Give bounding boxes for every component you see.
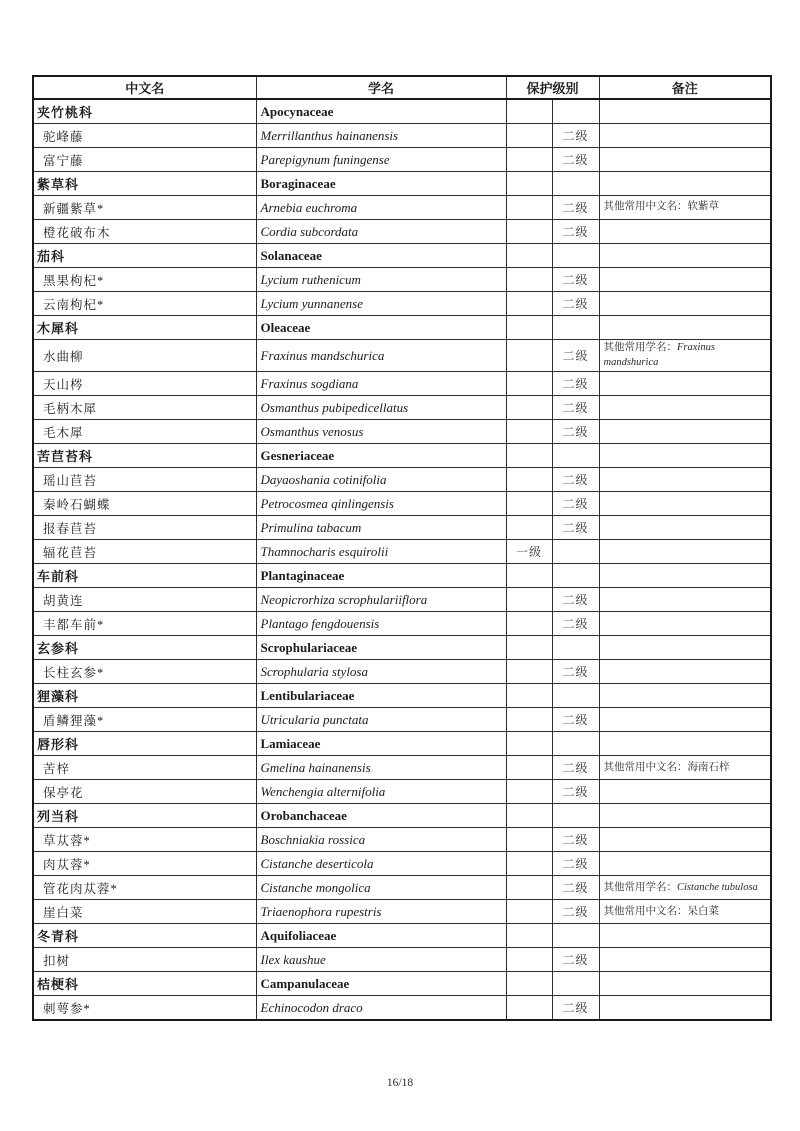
chinese-name-cell: 刺萼参* [33, 996, 256, 1020]
scientific-name-cell: Scrophulariaceae [256, 636, 506, 660]
level-2-cell [552, 636, 599, 660]
scientific-name-cell: Wenchengia alternifolia [256, 780, 506, 804]
chinese-name-cell: 瑶山苣苔 [33, 468, 256, 492]
remark-cell [599, 588, 771, 612]
chinese-name-cell: 车前科 [33, 564, 256, 588]
level-2-cell: 二级 [552, 660, 599, 684]
chinese-name-cell: 肉苁蓉* [33, 852, 256, 876]
scientific-name-cell: Orobanchaceae [256, 804, 506, 828]
scientific-name-cell: Parepigynum funingense [256, 148, 506, 172]
scientific-name-cell: Oleaceae [256, 316, 506, 340]
level-1-cell [506, 516, 552, 540]
level-2-cell: 二级 [552, 148, 599, 172]
chinese-name-cell: 草苁蓉* [33, 828, 256, 852]
level-2-cell: 二级 [552, 292, 599, 316]
remark-cell [599, 876, 771, 900]
level-1-cell [506, 492, 552, 516]
table-row [33, 780, 771, 804]
level-2-cell: 二级 [552, 420, 599, 444]
table-row [33, 684, 771, 708]
remark-cell [599, 340, 771, 372]
table-row [33, 636, 771, 660]
scientific-name-cell: Boraginaceae [256, 172, 506, 196]
species-table [32, 75, 772, 1021]
remark-cell [599, 316, 771, 340]
chinese-name-cell: 苦梓 [33, 756, 256, 780]
chinese-name-cell: 苦苣苔科 [33, 444, 256, 468]
table-row [33, 396, 771, 420]
level-1-cell [506, 196, 552, 220]
level-2-cell [552, 732, 599, 756]
remark-label: 其他常用中文名： [603, 761, 688, 773]
table-row [33, 900, 771, 924]
table-row [33, 372, 771, 396]
scientific-name-cell: Cistanche deserticola [256, 852, 506, 876]
remark-cell [599, 196, 771, 220]
level-1-cell [506, 372, 552, 396]
table-row [33, 99, 771, 124]
chinese-name-cell: 列当科 [33, 804, 256, 828]
chinese-name-cell: 狸藻科 [33, 684, 256, 708]
table-row [33, 124, 771, 148]
remark-cell [599, 708, 771, 732]
level-2-cell: 二级 [552, 828, 599, 852]
chinese-name-cell: 新疆紫草* [33, 196, 256, 220]
chinese-name-cell: 驼峰藤 [33, 124, 256, 148]
table-row [33, 828, 771, 852]
table-row [33, 148, 771, 172]
remark-cell [599, 924, 771, 948]
level-2-cell [552, 444, 599, 468]
table-row [33, 756, 771, 780]
scientific-name-cell: Osmanthus pubipedicellatus [256, 396, 506, 420]
level-2-cell: 二级 [552, 900, 599, 924]
scientific-name-cell: Osmanthus venosus [256, 420, 506, 444]
remark-cell [599, 268, 771, 292]
scientific-name-cell: Dayaoshania cotinifolia [256, 468, 506, 492]
level-1-cell [506, 756, 552, 780]
scientific-name-cell: Gmelina hainanensis [256, 756, 506, 780]
level-2-cell: 二级 [552, 516, 599, 540]
scientific-name-cell: Cistanche mongolica [256, 876, 506, 900]
chinese-name-cell: 管花肉苁蓉* [33, 876, 256, 900]
level-2-cell [552, 684, 599, 708]
level-2-cell [552, 924, 599, 948]
chinese-name-cell: 丰都车前* [33, 612, 256, 636]
remark-value: 海南石梓 [687, 761, 730, 773]
level-1-cell [506, 804, 552, 828]
remark-cell [599, 996, 771, 1020]
level-2-cell: 二级 [552, 876, 599, 900]
chinese-name-cell: 辐花苣苔 [33, 540, 256, 564]
level-2-cell [552, 172, 599, 196]
scientific-name-cell: Thamnocharis esquirolii [256, 540, 506, 564]
chinese-name-cell: 报春苣苔 [33, 516, 256, 540]
level-1-cell [506, 828, 552, 852]
level-1-cell [506, 396, 552, 420]
table-row [33, 996, 771, 1020]
chinese-name-cell: 黑果枸杞* [33, 268, 256, 292]
header-row [33, 76, 771, 99]
level-2-cell: 二级 [552, 948, 599, 972]
table-row [33, 516, 771, 540]
remark-label: 其他常用中文名： [603, 905, 688, 917]
level-2-cell: 二级 [552, 708, 599, 732]
scientific-name-cell: Petrocosmea qinlingensis [256, 492, 506, 516]
chinese-name-cell: 唇形科 [33, 732, 256, 756]
table-row [33, 172, 771, 196]
table-row [33, 540, 771, 564]
scientific-name-cell: Gesneriaceae [256, 444, 506, 468]
remark-value: 软紫草 [687, 201, 720, 213]
table-row [33, 316, 771, 340]
level-2-cell: 二级 [552, 124, 599, 148]
scientific-name-cell: Echinocodon draco [256, 996, 506, 1020]
level-2-cell: 二级 [552, 340, 599, 372]
chinese-name-cell: 胡黄连 [33, 588, 256, 612]
level-1-cell [506, 588, 552, 612]
table-row [33, 196, 771, 220]
table-row [33, 660, 771, 684]
remark-cell [599, 148, 771, 172]
level-2-cell: 二级 [552, 492, 599, 516]
level-1-cell [506, 612, 552, 636]
level-1-cell [506, 636, 552, 660]
remark-cell [599, 636, 771, 660]
level-2-cell [552, 244, 599, 268]
remark-cell [599, 244, 771, 268]
level-1-cell [506, 900, 552, 924]
chinese-name-cell: 云南枸杞* [33, 292, 256, 316]
level-1-cell: 一级 [506, 540, 552, 564]
remark-cell [599, 804, 771, 828]
level-2-cell: 二级 [552, 372, 599, 396]
level-1-cell [506, 876, 552, 900]
chinese-name-cell: 长柱玄参* [33, 660, 256, 684]
level-2-cell: 二级 [552, 852, 599, 876]
remark-cell [599, 124, 771, 148]
remark-cell [599, 468, 771, 492]
level-1-cell [506, 124, 552, 148]
remark-value: Cistanche tubulosa [677, 881, 758, 893]
remark-label: 其他常用学名： [603, 881, 678, 893]
table-row [33, 268, 771, 292]
level-1-cell [506, 660, 552, 684]
remark-value: Fraxinus mandshurica [603, 342, 715, 368]
level-2-cell: 二级 [552, 780, 599, 804]
level-1-cell [506, 732, 552, 756]
scientific-name-cell: Aquifoliaceae [256, 924, 506, 948]
table-header [33, 76, 771, 99]
scientific-name-cell: Solanaceae [256, 244, 506, 268]
remark-cell [599, 852, 771, 876]
table-row [33, 612, 771, 636]
table-row [33, 340, 771, 372]
remark-cell [599, 516, 771, 540]
level-1-cell [506, 148, 552, 172]
table-row [33, 492, 771, 516]
level-1-cell [506, 292, 552, 316]
table-row [33, 732, 771, 756]
table-row [33, 876, 771, 900]
scientific-name-cell: Scrophularia stylosa [256, 660, 506, 684]
level-1-cell [506, 268, 552, 292]
remark-cell [599, 444, 771, 468]
level-1-cell [506, 244, 552, 268]
chinese-name-cell: 盾鳞狸藻* [33, 708, 256, 732]
chinese-name-cell: 毛木犀 [33, 420, 256, 444]
level-1-cell [506, 340, 552, 372]
scientific-name-cell: Neopicrorhiza scrophulariiflora [256, 588, 506, 612]
scientific-name-cell: Plantago fengdouensis [256, 612, 506, 636]
level-2-cell: 二级 [552, 996, 599, 1020]
table-row [33, 420, 771, 444]
chinese-name-cell: 夹竹桃科 [33, 99, 256, 124]
remark-cell [599, 660, 771, 684]
scientific-name-cell: Arnebia euchroma [256, 196, 506, 220]
chinese-name-cell: 保亭花 [33, 780, 256, 804]
level-1-cell [506, 972, 552, 996]
scientific-name-cell: Plantaginaceae [256, 564, 506, 588]
chinese-name-cell: 富宁藤 [33, 148, 256, 172]
table-row [33, 972, 771, 996]
level-2-cell: 二级 [552, 220, 599, 244]
level-1-cell [506, 316, 552, 340]
table-row [33, 804, 771, 828]
level-1-cell [506, 948, 552, 972]
chinese-name-cell: 水曲柳 [33, 340, 256, 372]
chinese-name-cell: 桔梗科 [33, 972, 256, 996]
remark-cell [599, 612, 771, 636]
remark-cell [599, 948, 771, 972]
table-row [33, 244, 771, 268]
level-2-cell: 二级 [552, 468, 599, 492]
level-1-cell [506, 996, 552, 1020]
scientific-name-cell: Lamiaceae [256, 732, 506, 756]
header-chinese-name: 中文名 [33, 76, 256, 99]
level-2-cell: 二级 [552, 196, 599, 220]
chinese-name-cell: 天山梣 [33, 372, 256, 396]
header-remark: 备注 [599, 76, 771, 99]
remark-cell [599, 756, 771, 780]
level-1-cell [506, 220, 552, 244]
level-2-cell [552, 564, 599, 588]
remark-cell [599, 732, 771, 756]
chinese-name-cell: 冬青科 [33, 924, 256, 948]
table-row [33, 588, 771, 612]
level-1-cell [506, 924, 552, 948]
chinese-name-cell: 毛柄木犀 [33, 396, 256, 420]
level-2-cell: 二级 [552, 756, 599, 780]
chinese-name-cell: 玄参科 [33, 636, 256, 660]
chinese-name-cell: 崖白菜 [33, 900, 256, 924]
level-1-cell [506, 564, 552, 588]
remark-cell [599, 564, 771, 588]
table-row [33, 292, 771, 316]
table-row [33, 468, 771, 492]
scientific-name-cell: Lycium yunnanense [256, 292, 506, 316]
chinese-name-cell: 紫草科 [33, 172, 256, 196]
remark-cell [599, 492, 771, 516]
scientific-name-cell: Ilex kaushue [256, 948, 506, 972]
level-1-cell [506, 444, 552, 468]
chinese-name-cell: 橙花破布木 [33, 220, 256, 244]
level-2-cell [552, 972, 599, 996]
remark-label: 其他常用中文名： [603, 201, 688, 213]
scientific-name-cell: Utricularia punctata [256, 708, 506, 732]
header-protection-level: 保护级别 [506, 76, 599, 99]
page-number: 16/18 [386, 1077, 414, 1089]
remark-cell [599, 396, 771, 420]
table-row [33, 948, 771, 972]
level-1-cell [506, 684, 552, 708]
chinese-name-cell: 扣树 [33, 948, 256, 972]
table-row [33, 924, 771, 948]
table-row [33, 708, 771, 732]
table-row [33, 220, 771, 244]
remark-cell [599, 220, 771, 244]
scientific-name-cell: Primulina tabacum [256, 516, 506, 540]
chinese-name-cell: 茄科 [33, 244, 256, 268]
level-1-cell [506, 852, 552, 876]
remark-cell [599, 172, 771, 196]
remark-label: 其他常用学名： [603, 342, 678, 353]
header-scientific-name: 学名 [256, 76, 506, 99]
table-row [33, 444, 771, 468]
scientific-name-cell: Triaenophora rupestris [256, 900, 506, 924]
scientific-name-cell: Fraxinus sogdiana [256, 372, 506, 396]
remark-value: 呆白菜 [687, 905, 720, 917]
level-2-cell [552, 99, 599, 124]
remark-cell [599, 780, 771, 804]
level-2-cell: 二级 [552, 588, 599, 612]
remark-cell [599, 972, 771, 996]
scientific-name-cell: Apocynaceae [256, 99, 506, 124]
scientific-name-cell: Lentibulariaceae [256, 684, 506, 708]
chinese-name-cell: 秦岭石蝴蝶 [33, 492, 256, 516]
level-2-cell [552, 316, 599, 340]
level-1-cell [506, 468, 552, 492]
remark-cell [599, 420, 771, 444]
level-2-cell: 二级 [552, 396, 599, 420]
scientific-name-cell: Boschniakia rossica [256, 828, 506, 852]
remark-cell [599, 292, 771, 316]
remark-cell [599, 99, 771, 124]
level-1-cell [506, 708, 552, 732]
level-2-cell [552, 540, 599, 564]
level-1-cell [506, 420, 552, 444]
remark-cell [599, 684, 771, 708]
level-1-cell [506, 99, 552, 124]
table-row [33, 852, 771, 876]
table-row [33, 564, 771, 588]
scientific-name-cell: Merrillanthus hainanensis [256, 124, 506, 148]
level-2-cell: 二级 [552, 268, 599, 292]
level-1-cell [506, 172, 552, 196]
scientific-name-cell: Campanulaceae [256, 972, 506, 996]
level-2-cell: 二级 [552, 612, 599, 636]
remark-cell [599, 900, 771, 924]
scientific-name-cell: Cordia subcordata [256, 220, 506, 244]
scientific-name-cell: Lycium ruthenicum [256, 268, 506, 292]
chinese-name-cell: 木犀科 [33, 316, 256, 340]
remark-cell [599, 540, 771, 564]
remark-cell [599, 372, 771, 396]
remark-cell [599, 828, 771, 852]
level-2-cell [552, 804, 599, 828]
level-1-cell [506, 780, 552, 804]
table-body [33, 99, 771, 1020]
scientific-name-cell: Fraxinus mandschurica [256, 340, 506, 372]
